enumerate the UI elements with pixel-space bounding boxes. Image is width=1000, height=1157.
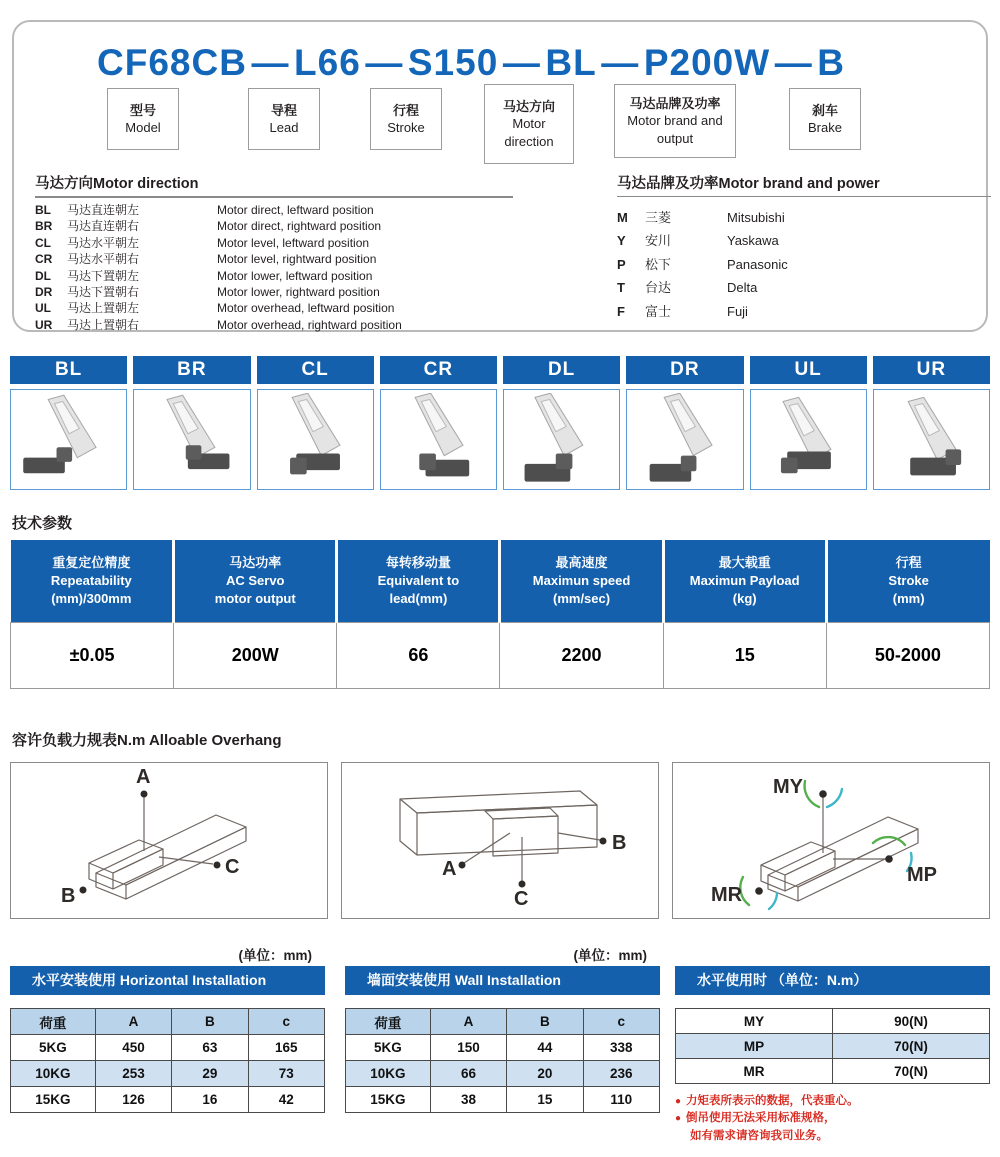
col-header: c (583, 1009, 659, 1035)
overhang-diagram-horizontal (10, 762, 328, 919)
tech-header-en: AC Servo (225, 572, 285, 588)
motor-direction-row (35, 300, 513, 316)
actuator-image (17, 393, 121, 487)
gallery-cell (503, 356, 620, 490)
tech-header-en: Repeatability (50, 572, 132, 588)
col-header: B (172, 1009, 248, 1035)
model-segment: B (817, 42, 845, 83)
tech-header-en: Stroke (888, 572, 929, 588)
wall-installation-table (345, 1008, 660, 1113)
value-cell: 126 (95, 1087, 171, 1113)
motor-direction-label-box (484, 84, 574, 164)
red-notes (675, 1093, 990, 1145)
value-cell: 338 (583, 1035, 659, 1061)
direction-zh: 马达下置朝左 (67, 268, 140, 283)
actuator-photo (750, 389, 867, 490)
orientation-header: CL (257, 356, 374, 384)
col-header: c (248, 1009, 324, 1035)
motor-direction-row (35, 235, 513, 251)
motor-direction-title: 马达方向Motor direction (35, 176, 199, 192)
motor-brand-label-box (614, 84, 736, 158)
motor-brand-title: 马达品牌及功率Motor brand and power (617, 176, 880, 192)
orientation-header: BL (10, 356, 127, 384)
actuator-image (633, 393, 737, 487)
motor-brand-row (617, 253, 991, 276)
tech-header-unit: (mm/sec) (553, 590, 611, 606)
actuator-photo (626, 389, 743, 490)
brand-zh: 三菱 (645, 210, 672, 225)
brand-en: Fuji (727, 303, 748, 319)
orientation-gallery (10, 356, 990, 490)
note-line (675, 1093, 990, 1110)
divider (617, 196, 991, 197)
note-text: 力矩表所表示的数据，代表重心。 (686, 1095, 859, 1107)
tech-value-cell: 2200 (500, 622, 663, 688)
motor-direction-row (35, 284, 513, 300)
value-cell: 73 (248, 1061, 324, 1087)
motor-direction-row (35, 317, 513, 333)
value-cell: 44 (507, 1035, 583, 1061)
table-row (676, 1059, 990, 1084)
gallery-cell (873, 356, 990, 490)
value-cell: 253 (95, 1061, 171, 1087)
moment-cell: MR (676, 1059, 833, 1084)
tech-header-unit: lead(mm) (389, 590, 448, 606)
col-header: A (95, 1009, 171, 1035)
direction-code: UL (35, 301, 51, 316)
brake-label-box (789, 88, 861, 150)
overhang-diagram-moments (672, 762, 990, 919)
direction-zh: 马达下置朝右 (67, 285, 140, 300)
actuator-photo (503, 389, 620, 490)
table-row (11, 1061, 325, 1087)
gallery-cell (380, 356, 497, 490)
actuator-photo (257, 389, 374, 490)
model-segment: BL (545, 42, 597, 83)
tech-header-cell (174, 540, 337, 622)
horizontal-installation-table (10, 1008, 325, 1113)
load-cell: 5KG (346, 1035, 431, 1061)
wall-installation-header: 墙面安装使用 Wall Installation (345, 966, 660, 995)
direction-zh: 马达上置朝右 (67, 317, 140, 332)
lead-label-box (248, 88, 320, 150)
direction-code: BL (35, 203, 51, 217)
tech-header-cell (337, 540, 500, 622)
actuator-image (879, 393, 983, 487)
direction-en: Motor lower, leftward position (217, 268, 373, 283)
bullet-icon: ● (675, 1113, 682, 1125)
note-line (675, 1110, 990, 1127)
label-zh: 刹车 (811, 102, 838, 118)
value-cell: 70(N) (833, 1059, 990, 1084)
motor-direction-list (35, 172, 513, 333)
value-cell: 38 (430, 1087, 506, 1113)
value-cell: 42 (248, 1087, 324, 1113)
brand-en: Delta (727, 280, 758, 296)
horizontal-installation-section (10, 966, 325, 1113)
label-en: Motor brand and output (627, 113, 723, 146)
note-line: 如有需求请咨询我司业务。 (690, 1129, 828, 1142)
table-row (676, 1009, 990, 1034)
tech-value-cell: 66 (337, 622, 500, 688)
direction-code: UR (35, 317, 53, 332)
model-dash: — (502, 42, 541, 83)
actuator-photo (873, 389, 990, 490)
torque-header: 水平使用时 （单位：N.m） (675, 966, 990, 995)
motor-direction-row (35, 268, 513, 284)
model-dash: — (774, 42, 813, 83)
brand-zh: 松下 (645, 256, 672, 272)
direction-code: CL (35, 235, 51, 250)
overhang-label-a: A (442, 858, 457, 880)
load-cell: 5KG (11, 1035, 96, 1061)
label-en: Lead (269, 120, 299, 135)
load-cell: 10KG (11, 1061, 96, 1087)
model-segment: L66 (294, 42, 361, 83)
tech-header-zh: 行程 (895, 555, 922, 571)
divider (35, 196, 513, 198)
brand-code: Y (617, 233, 626, 249)
value-cell: 29 (172, 1061, 248, 1087)
value-cell: 63 (172, 1035, 248, 1061)
gallery-cell (133, 356, 250, 490)
overhang-wireframe-wall (342, 763, 658, 918)
overhang-diagram-wall (341, 762, 659, 919)
actuator-image (386, 393, 490, 487)
value-cell: 66 (430, 1061, 506, 1087)
load-cell: 15KG (346, 1087, 431, 1113)
direction-zh: 马达直连朝左 (67, 203, 140, 217)
label-zh: 马达品牌及功率 (629, 96, 721, 112)
load-cell: 15KG (11, 1087, 96, 1113)
value-cell: 90(N) (833, 1009, 990, 1034)
actuator-image (510, 393, 614, 487)
direction-en: Motor overhead, rightward position (217, 317, 402, 332)
bullet-icon: ● (675, 1096, 682, 1107)
overhang-label-mr: MR (711, 884, 743, 906)
direction-zh: 马达上置朝左 (67, 301, 140, 316)
wall-installation-section (345, 966, 660, 1113)
label-en: Brake (808, 120, 842, 135)
direction-code: CR (35, 252, 53, 267)
value-cell: 20 (507, 1061, 583, 1087)
label-zh: 马达方向 (502, 99, 555, 115)
model-code-panel (12, 20, 988, 332)
actuator-photo (10, 389, 127, 490)
motor-direction-row (35, 202, 513, 218)
value-cell: 450 (95, 1035, 171, 1061)
tech-value-cell: 15 (663, 622, 826, 688)
tech-value-row (11, 622, 990, 688)
direction-zh: 马达水平朝左 (67, 235, 140, 250)
moment-cell: MY (676, 1009, 833, 1034)
overhang-wireframe-abc (11, 763, 327, 918)
tech-header-cell (826, 540, 989, 622)
unit-label-mm: (单位：mm) (238, 948, 312, 963)
tech-header-zh: 最高速度 (555, 555, 608, 571)
label-zh: 行程 (392, 102, 419, 118)
note-text: 倒吊使用无法采用标准规格， (686, 1112, 836, 1125)
overhang-label-a: A (136, 766, 151, 788)
tech-header-zh: 每转移动量 (385, 555, 451, 571)
table-row (346, 1061, 660, 1087)
model-segment: S150 (407, 42, 499, 83)
table-header-row (11, 1009, 325, 1035)
orientation-header: DR (626, 356, 743, 384)
table-row (11, 1087, 325, 1113)
brand-code: M (617, 210, 628, 225)
torque-table (675, 1008, 990, 1084)
horizontal-installation-header: 水平安装使用 Horizontal Installation (10, 966, 325, 995)
col-header: 荷重 (346, 1009, 431, 1035)
label-en: Model (125, 120, 161, 135)
tech-header-unit: motor output (214, 590, 296, 606)
tech-header-unit: (mm) (892, 590, 925, 606)
brand-zh: 安川 (645, 233, 672, 249)
overhang-label-mp: MP (907, 864, 937, 886)
brand-en: Panasonic (727, 256, 788, 272)
brand-code: T (617, 280, 625, 296)
direction-en: Motor level, leftward position (217, 235, 370, 250)
orientation-header: UL (750, 356, 867, 384)
overhang-label-b: B (61, 885, 76, 907)
value-cell: 165 (248, 1035, 324, 1061)
overhang-title: 容许负载力规表N.m Alloable Overhang (12, 732, 282, 749)
brand-en: Yaskawa (727, 233, 779, 249)
overhang-label-c: C (225, 856, 240, 878)
direction-en: Motor direct, rightward position (217, 219, 382, 234)
tech-value-cell: 50-2000 (826, 622, 989, 688)
col-header: 荷重 (11, 1009, 96, 1035)
tech-header-zh: 重复定位精度 (52, 555, 131, 571)
direction-code: DR (35, 285, 53, 300)
tech-header-unit: (mm)/300mm (51, 590, 132, 606)
value-cell: 236 (583, 1061, 659, 1087)
orientation-header: BR (133, 356, 250, 384)
motor-brand-row (617, 300, 991, 323)
label-en: Stroke (387, 120, 425, 135)
table-row (676, 1034, 990, 1059)
model-dash: — (601, 42, 640, 83)
label-zh: 导程 (270, 102, 297, 118)
tech-header-en: Maximun Payload (689, 572, 800, 588)
value-cell: 15 (507, 1087, 583, 1113)
brand-en: Mitsubishi (727, 210, 785, 225)
col-header: A (430, 1009, 506, 1035)
model-dash: — (365, 42, 404, 83)
gallery-cell (257, 356, 374, 490)
overhang-label-c: C (514, 888, 529, 910)
motor-brand-row (617, 229, 991, 252)
motor-direction-row (35, 251, 513, 267)
actuator-image (263, 393, 367, 487)
direction-en: Motor direct, leftward position (217, 203, 374, 217)
model-label-box (107, 88, 179, 150)
tech-header-row (11, 540, 990, 622)
torque-section (675, 966, 990, 1145)
direction-en: Motor overhead, leftward position (217, 301, 395, 316)
table-row (346, 1035, 660, 1061)
unit-label-mm: (单位：mm) (573, 948, 647, 963)
brand-code: P (617, 256, 626, 272)
motor-brand-row (617, 206, 991, 229)
gallery-cell (626, 356, 743, 490)
tech-params-title: 技术参数 (12, 515, 73, 532)
overhang-diagrams (10, 762, 990, 919)
tech-header-zh: 最大载重 (718, 555, 771, 571)
model-segment: CF68CB (97, 42, 247, 83)
actuator-photo (133, 389, 250, 490)
motor-brand-row (617, 276, 991, 299)
tech-header-cell (11, 540, 174, 622)
gallery-cell (10, 356, 127, 490)
stroke-label-box (370, 88, 442, 150)
load-cell: 10KG (346, 1061, 431, 1087)
overhang-label-my: MY (773, 776, 803, 798)
tech-header-en: Equivalent to (377, 572, 460, 588)
moment-cell: MP (676, 1034, 833, 1059)
value-cell: 150 (430, 1035, 506, 1061)
model-code (97, 42, 845, 84)
tech-header-unit: (kg) (732, 590, 757, 606)
brand-code: F (617, 303, 625, 319)
overhang-wireframe-moments (673, 763, 989, 918)
gallery-cell (750, 356, 867, 490)
tech-header-zh: 马达功率 (229, 555, 282, 571)
tech-header-en: Maximun speed (532, 572, 631, 588)
label-zh: 型号 (129, 102, 156, 118)
actuator-photo (380, 389, 497, 490)
direction-zh: 马达水平朝右 (67, 252, 140, 267)
table-row (346, 1087, 660, 1113)
tech-value-cell: 200W (174, 622, 337, 688)
motor-direction-row (35, 218, 513, 234)
tech-header-cell (663, 540, 826, 622)
direction-en: Motor level, rightward position (217, 252, 377, 267)
brand-zh: 富士 (645, 303, 672, 319)
tech-value-cell: ±0.05 (11, 622, 174, 688)
col-header: B (507, 1009, 583, 1035)
label-en: Motor direction (504, 116, 554, 149)
actuator-image (756, 393, 860, 487)
tech-header-cell (500, 540, 663, 622)
actuator-image (140, 393, 244, 487)
motor-brand-list (617, 172, 991, 323)
direction-code: DL (35, 268, 51, 283)
value-cell: 110 (583, 1087, 659, 1113)
overhang-label-b: B (612, 832, 627, 854)
table-row (11, 1035, 325, 1061)
brand-zh: 台达 (645, 280, 672, 296)
tech-params-table (10, 540, 990, 689)
table-header-row (346, 1009, 660, 1035)
model-segment: P200W (643, 42, 771, 83)
orientation-header: DL (503, 356, 620, 384)
value-cell: 16 (172, 1087, 248, 1113)
model-dash: — (251, 42, 290, 83)
orientation-header: UR (873, 356, 990, 384)
value-cell: 70(N) (833, 1034, 990, 1059)
direction-en: Motor lower, rightward position (217, 285, 380, 300)
orientation-header: CR (380, 356, 497, 384)
direction-zh: 马达直连朝右 (67, 219, 140, 234)
direction-code: BR (35, 219, 53, 234)
